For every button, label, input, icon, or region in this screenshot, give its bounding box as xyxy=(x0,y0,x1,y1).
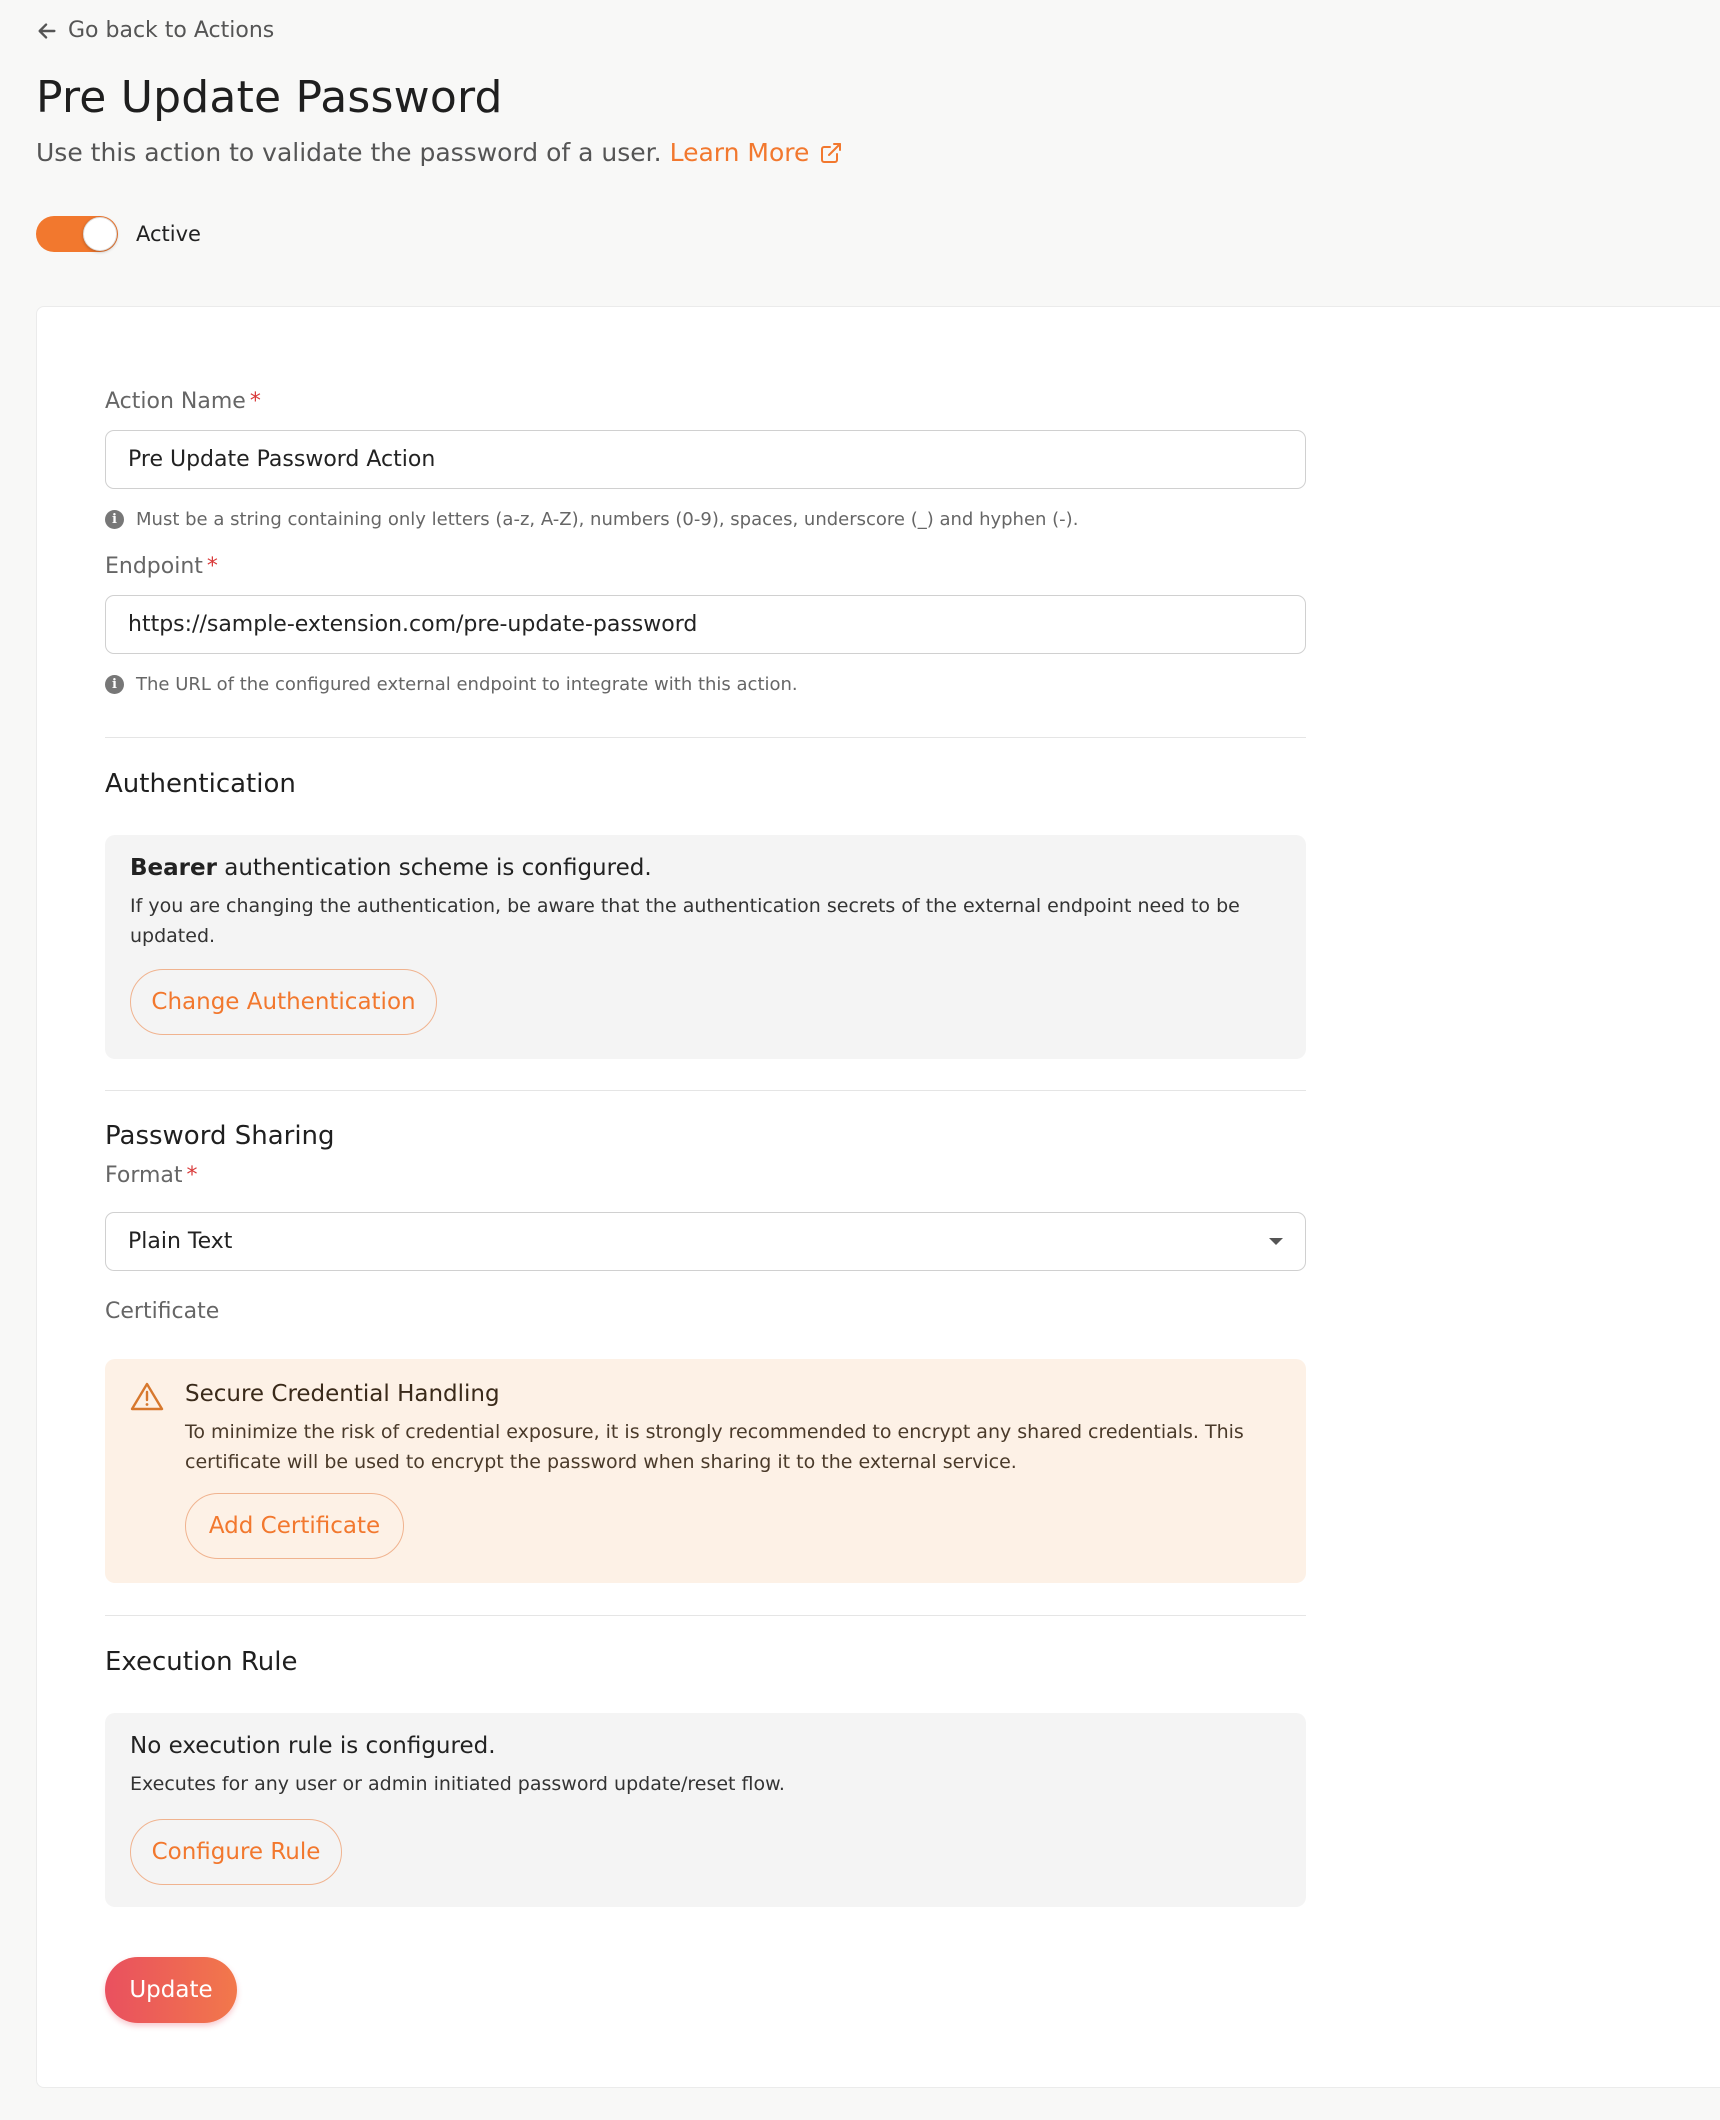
active-toggle-row xyxy=(36,216,201,252)
endpoint-input[interactable]: https://sample-extension.com/pre-update-password xyxy=(105,595,1306,654)
action-name-hint xyxy=(105,509,1306,530)
subtitle-text: Use this action to validate the password of a user. xyxy=(36,138,662,167)
execution-rule-description: Executes for any user or admin initiated password update/reset flow. xyxy=(130,1773,785,1795)
execution-rule-info-box xyxy=(105,1713,1306,1907)
certificate-label: Certificate xyxy=(105,1299,220,1324)
endpoint-field xyxy=(105,554,1306,695)
toggle-knob xyxy=(83,217,117,251)
required-mark: * xyxy=(206,554,218,579)
configure-rule-button[interactable]: Configure Rule xyxy=(130,1819,342,1885)
change-authentication-button[interactable]: Change Authentication xyxy=(130,969,437,1035)
format-select-value: Plain Text xyxy=(128,1229,233,1254)
info-icon: i xyxy=(105,675,124,694)
divider xyxy=(105,737,1306,738)
chevron-down-icon xyxy=(1269,1238,1283,1245)
arrow-left-icon xyxy=(36,20,58,42)
learn-more-link[interactable] xyxy=(670,138,844,167)
add-certificate-button[interactable]: Add Certificate xyxy=(185,1493,404,1559)
format-select[interactable] xyxy=(105,1212,1306,1271)
secure-credential-warning xyxy=(105,1359,1306,1583)
learn-more-label: Learn More xyxy=(669,138,810,167)
endpoint-hint-text: The URL of the configured external endpoint to integrate with this action. xyxy=(136,674,798,695)
page-subtitle xyxy=(36,138,843,167)
auth-headline-rest: authentication scheme is configured. xyxy=(224,855,652,881)
action-name-input[interactable]: Pre Update Password Action xyxy=(105,430,1306,489)
authentication-section-title xyxy=(105,769,1306,799)
authentication-title: Authentication xyxy=(105,769,296,799)
warning-description: To minimize the risk of credential exposure, it is strongly recommended to encrypt any shared credentials. This certificate will be used to encrypt the password when sharing it to the external service. xyxy=(185,1421,1244,1473)
page-title: Pre Update Password xyxy=(36,72,503,123)
external-link-icon xyxy=(819,141,843,165)
divider xyxy=(105,1090,1306,1091)
auth-headline xyxy=(130,855,652,881)
warning-title: Secure Credential Handling xyxy=(185,1381,500,1407)
execution-rule-title: Execution Rule xyxy=(105,1647,298,1677)
endpoint-hint xyxy=(105,674,1306,695)
action-name-hint-text: Must be a string containing only letters (a-z, A-Z), numbers (0-9), spaces, underscore (_) and hyphen (-). xyxy=(136,509,1079,530)
back-link-label: Go back to Actions xyxy=(68,18,275,43)
auth-description: If you are changing the authentication, be aware that the authentication secrets of the external endpoint need to be updated. xyxy=(130,895,1240,947)
info-icon: i xyxy=(105,510,124,529)
password-sharing-title: Password Sharing xyxy=(105,1121,335,1151)
format-label-text: Format xyxy=(105,1163,183,1188)
divider xyxy=(105,1615,1306,1616)
format-label xyxy=(105,1163,1306,1188)
update-button[interactable]: Update xyxy=(105,1957,237,2023)
action-name-label-text: Action Name xyxy=(105,389,246,414)
execution-rule-section-title xyxy=(105,1647,1306,1677)
execution-rule-headline: No execution rule is configured. xyxy=(130,1733,496,1759)
auth-scheme: Bearer xyxy=(130,855,217,881)
action-name-label xyxy=(105,389,1306,414)
active-toggle[interactable] xyxy=(36,216,118,252)
endpoint-label-text: Endpoint xyxy=(105,554,203,579)
action-name-field xyxy=(105,389,1306,530)
back-link[interactable] xyxy=(36,18,274,43)
action-config-card xyxy=(36,306,1720,2088)
authentication-info-box xyxy=(105,835,1306,1059)
password-sharing-section xyxy=(105,1121,1306,1324)
required-mark: * xyxy=(249,389,261,414)
required-mark: * xyxy=(186,1163,198,1188)
warning-icon xyxy=(130,1381,164,1411)
active-toggle-label: Active xyxy=(136,222,201,246)
endpoint-label xyxy=(105,554,1306,579)
